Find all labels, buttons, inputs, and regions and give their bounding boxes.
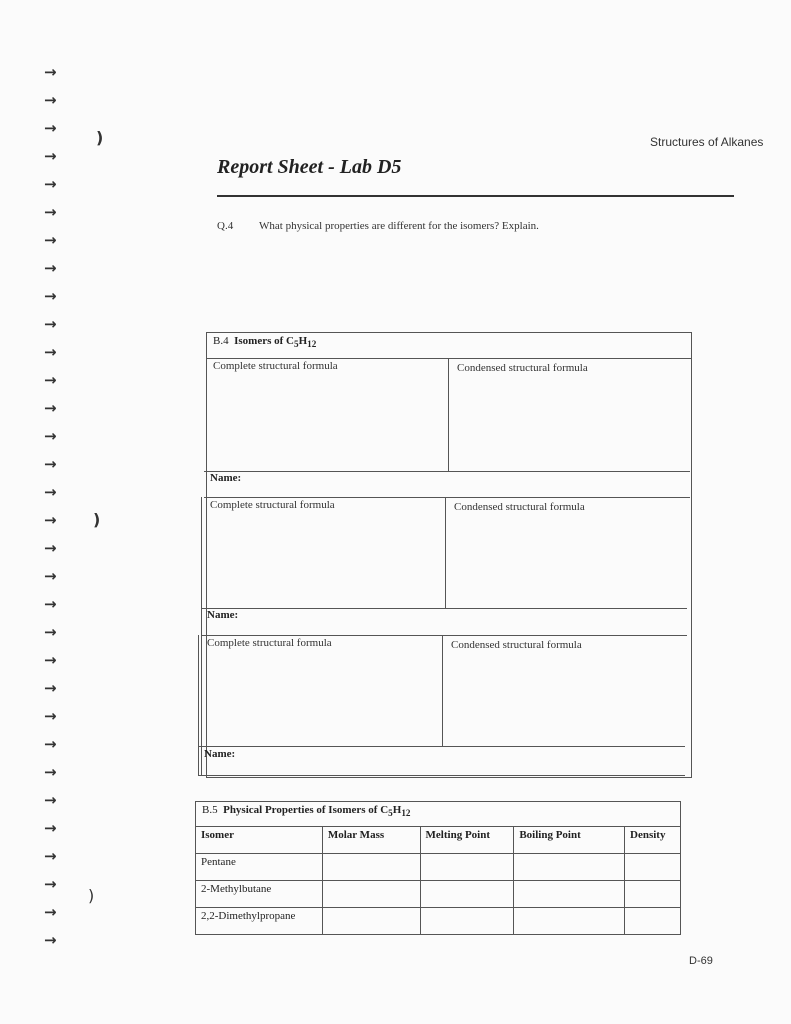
scan-mark: ) <box>96 128 104 147</box>
name-label: Name: <box>210 472 242 484</box>
blank-cell[interactable] <box>625 908 681 935</box>
isomers-caption: B.4 Isomers of $C_5H_{12}$ <box>213 335 317 350</box>
column-header: Molar Mass <box>322 827 420 854</box>
divider <box>204 497 690 498</box>
condensed-formula-label: Condensed structural formula <box>454 501 585 513</box>
blank-cell[interactable] <box>625 854 681 881</box>
isomer-name: Pentane <box>196 854 323 881</box>
blank-cell[interactable] <box>322 908 420 935</box>
blank-cell[interactable] <box>514 881 625 908</box>
section-header: Structures of Alkanes <box>650 135 764 149</box>
question-number: Q.4 <box>217 220 234 232</box>
table-row <box>196 908 681 935</box>
scan-mark: ) <box>88 886 95 905</box>
divider <box>198 746 685 747</box>
condensed-formula-label: Condensed structural formula <box>457 362 588 374</box>
blank-cell[interactable] <box>420 908 514 935</box>
blank-cell[interactable] <box>514 854 625 881</box>
blank-cell[interactable] <box>625 881 681 908</box>
divider <box>201 635 687 636</box>
divider <box>198 775 685 776</box>
table-row <box>196 881 681 908</box>
column-header: Density <box>625 827 681 854</box>
divider <box>442 635 443 746</box>
isomers-section <box>206 332 692 778</box>
blank-cell[interactable] <box>514 908 625 935</box>
scan-mark: ) <box>93 510 101 529</box>
divider <box>204 471 690 472</box>
divider <box>198 635 199 776</box>
blank-cell[interactable] <box>322 881 420 908</box>
complete-formula-label: Complete structural formula <box>207 637 332 649</box>
title-rule <box>217 195 734 197</box>
name-label: Name: <box>207 609 239 621</box>
blank-cell[interactable] <box>420 881 514 908</box>
column-header: Isomer <box>196 827 323 854</box>
page-number: D-69 <box>689 955 713 967</box>
divider <box>448 358 449 471</box>
divider <box>201 497 202 776</box>
complete-formula-label: Complete structural formula <box>210 499 335 511</box>
page-title: Report Sheet - Lab D5 <box>217 156 402 178</box>
isomer-name: 2,2-Dimethylpropane <box>196 908 323 935</box>
table-row <box>196 854 681 881</box>
column-header: Melting Point <box>420 827 514 854</box>
isomer-name: 2-Methylbutane <box>196 881 323 908</box>
table-header-row <box>196 827 681 854</box>
properties-caption: B.5 Physical Properties of Isomers of $C_5H_{12}$ <box>195 801 681 826</box>
divider <box>445 497 446 608</box>
condensed-formula-label: Condensed structural formula <box>451 639 582 651</box>
complete-formula-label: Complete structural formula <box>213 360 338 372</box>
divider <box>201 608 687 609</box>
column-header: Boiling Point <box>514 827 625 854</box>
name-label: Name: <box>204 748 236 760</box>
blank-cell[interactable] <box>420 854 514 881</box>
blank-cell[interactable] <box>322 854 420 881</box>
properties-table <box>195 826 681 935</box>
question-q4 <box>217 220 539 232</box>
binder-holes: → → → → → → → → → → → → → → → → → → → → → → → → → → → → → → → → <box>44 63 57 949</box>
question-text: What physical properties are different for the isomers? Explain. <box>259 220 539 232</box>
